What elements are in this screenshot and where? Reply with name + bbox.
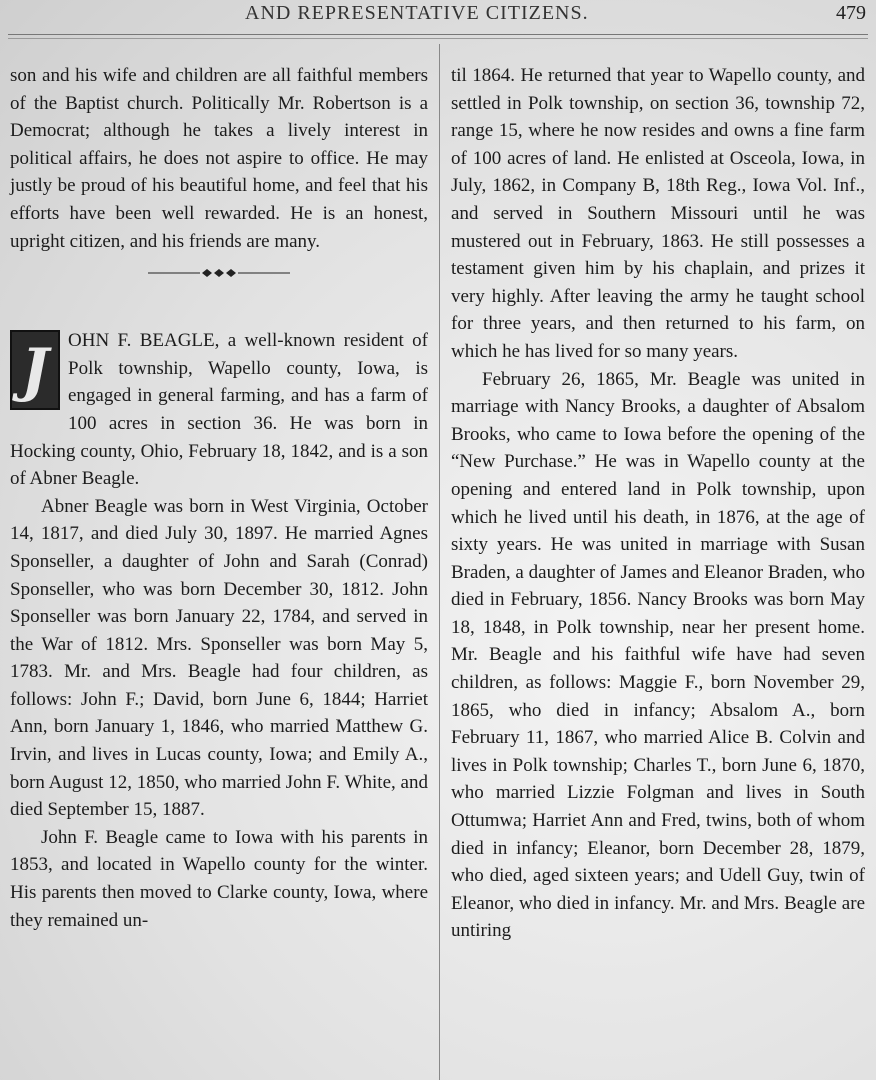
decorative-dropcap: [10, 330, 60, 410]
paragraph-marriage-family: February 26, 1865, Mr. Beagle was united in marriage with Nancy Brooks, a daughter of Absalom Brooks, who came to Iowa before the opening of the “New Purchase.” He was in Wapello county at the opening and entered land in Polk township, upon which he lived until his death, in 1876, at the age of sixty years. He was united in marriage with Susan Braden, a daughter of James and Eleanor Braden, who died in February, 1856. Nancy Brooks was born May 18, 1848, in Polk township, near her present home. Mr. Beagle and his faithful wife have had seven children, as follows: Maggie F., born November 29, 1865, who died in infancy; Absalom A., born February 11, 1867, who married Alice B. Colvin and lives in Polk township; Charles T., born June 6, 1870, who married Lizzie Folgman and lives in South Ottumwa; Harriet Ann and Fred, twins, both of whom died in infancy; Eleanor, born December 28, 1879, who died, aged sixteen years; and Udell Guy, twin of Eleanor, who died in infancy. Mr. and Mrs. Beagle are untiring: [451, 368, 865, 942]
paragraph-abner-beagle: Abner Beagle was born in West Virginia, October 14, 1817, and died July 30, 1897. He married Agnes Sponseller, a daughter of John and Sarah (Conrad) Sponseller, who was born December 30, 1812. John Sponseller was born January 22, 1784, and served in the War of 1812. Mrs. Sponseller was born May 5, 1783. Mr. and Mrs. Beagle had four children, as follows: John F.; David, born June 6, 1844; Harriet Ann, born January 1, 1846, who married Matthew G. Irvin, and lives in Lucas county, Iowa; and Emily A., born August 12, 1850, who married John F. White, and died September 15, 1887.: [10, 495, 428, 821]
page-header: [0, 0, 876, 30]
right-column: [451, 62, 865, 945]
left-column: [10, 62, 428, 934]
paragraph-robertson-continuation: son and his wife and children are all faithful members of the Baptist church. Politically Mr. Robertson is a Democrat; although he takes a lively interest in political affairs, he does not aspire to office. He may justly be proud of his beautiful home, and feel that his efforts have been well rewarded. He is an honest, upright citizen, and his friends are many.: [10, 65, 428, 252]
paragraph-came-to-iowa: John F. Beagle came to Iowa with his parents in 1853, and located in Wapello county for the winter. His parents then moved to Clarke county, Iowa, where they remained un-: [10, 826, 428, 931]
header-rule: [8, 34, 868, 39]
dropcap-letter: J: [21, 336, 49, 405]
running-title: AND REPRESENTATIVE CITIZENS.: [245, 2, 589, 24]
page-number: 479: [836, 2, 866, 24]
column-divider: [439, 44, 440, 1080]
paragraph-military-service: til 1864. He returned that year to Wapello county, and settled in Polk township, on section 36, township 72, range 15, where he now resides and owns a fine farm of 100 acres of land. He enlisted at Osceola, Iowa, in July, 1862, in Company B, 18th Reg., Iowa Vol. Inf., and served in Southern Missouri until he was mustered out in February, 1863. He still possesses a testament given him by his chaplain, and prizes it very highly. After leaving the army he taught school for three years, and then returned to his farm, on which he has lived for so many years.: [451, 65, 865, 362]
biography-opening: [10, 327, 428, 493]
paragraph-beagle-intro: OHN F. BEAGLE, a well-known resident of Polk township, Wapello county, Iowa, is engaged in general farming, and has a farm of 100 acres in section 36. He was born in Hocking county, Ohio, February 18, 1842, and is a son of Abner Beagle.: [10, 330, 428, 490]
section-ornament: [10, 259, 428, 287]
